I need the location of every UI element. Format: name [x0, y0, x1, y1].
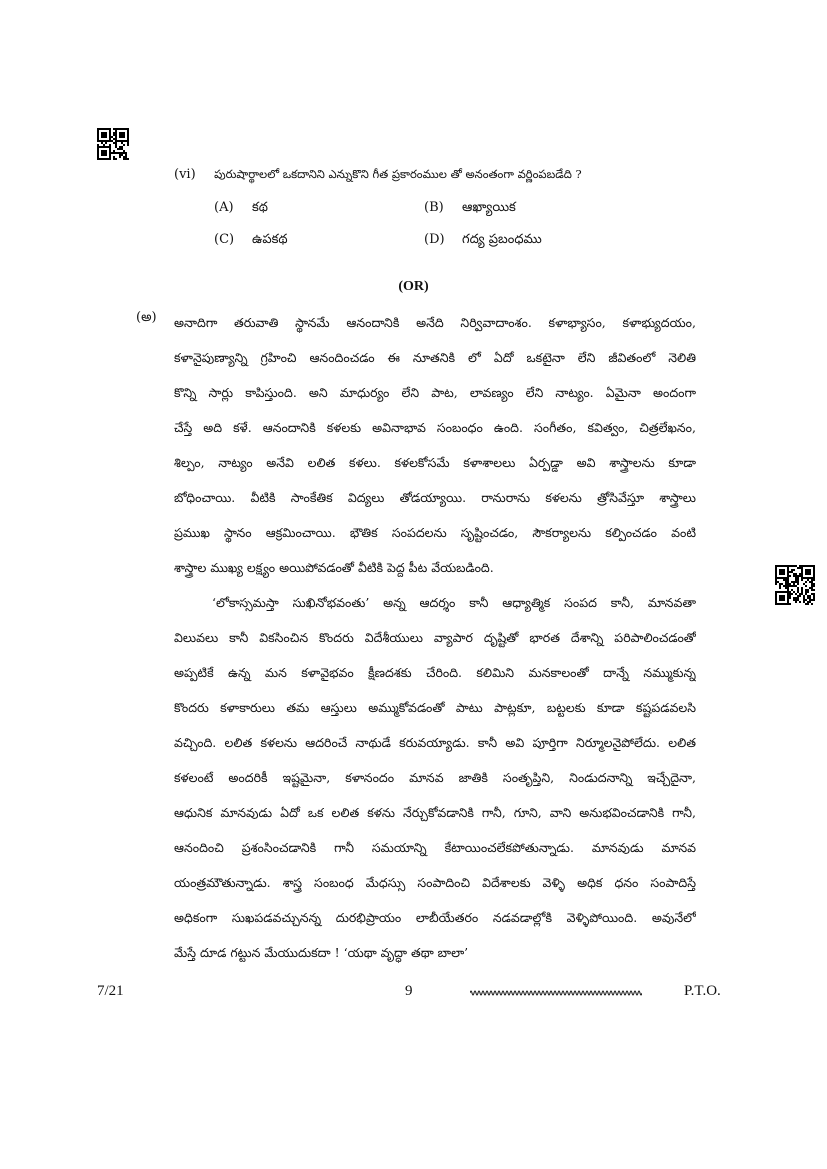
option-text: గద్య ప్రబంధము: [462, 232, 542, 247]
question-text: పురుషార్థాలలో ఒకదానిని ఎన్నుకొని గీత ప్రకారంముల తో అనంతంగా వర్ణింపబడేది ?: [214, 167, 582, 181]
option-label: (B): [424, 200, 444, 215]
qr-code-side: [775, 565, 815, 605]
qr-code: [97, 128, 129, 160]
passage-line: ‘లోకాస్సమస్తా సుఖినోభవంతు’ అన్న ఆదర్శం కానీ ఆధ్యాత్మిక సంపద కానీ, మానవతా: [212, 595, 696, 610]
passage-line: అప్పటికే ఉన్న మన కళావైభవం క్షీణదశకు చేరింది. కలిమిని మనకాలంతో దాన్నే నమ్ముకున్న: [174, 665, 696, 680]
option-text: ఉపకథ: [252, 232, 288, 247]
option-text: ఆఖ్యాయిక: [462, 200, 516, 215]
passage-line: అనాదిగా తరువాతి స్థానమే ఆనందానికి అనేది నిర్వివాదాంశం. కళాభ్యాసం, కళాభ్యుదయం,: [174, 315, 696, 330]
option-c: [214, 231, 288, 249]
passage-line: ఆధునిక మానవుడు ఏదో ఒక లలిత కళను నేర్చుకోవడానికి గానీ, గూని, వాని అనుభవించడానికి గానీ,: [174, 805, 696, 820]
passage-marker: (అ): [136, 310, 157, 325]
passage-line: వచ్చింది. లలిత కళలను ఆదరించే నాథుడే కరువయ్యాడు. కానీ అవి పూర్తిగా నిర్మూలనైపోలేదు. లలిత: [174, 735, 696, 750]
option-text: కథ: [252, 200, 268, 215]
passage-line: యంత్రమౌతున్నాడు. శాస్త్ర సంబంధ మేధస్సు సంపాదించి విదేశాలకు వెళ్ళి అధిక ధనం సంపాదిస్తే: [174, 875, 696, 890]
passage-line: కొందరు కళాకారులు తమ ఆస్తులు అమ్ముకోవడంతో పాటు పాట్లకూ, బట్టలకు కూడా కష్టపడవలసి: [174, 700, 696, 715]
option-label: (D): [424, 232, 445, 247]
option-a: [214, 199, 268, 217]
passage-line: మేస్తే దూడ గట్టున మేయుదుకదా ! ‘యథా వృద్ధా తథా బాలా’: [174, 945, 469, 960]
passage-line: చేస్తే అది కళే. ఆనందానికి కళలకు అవినాభావ సంబంధం ఉంది. సంగీతం, కవిత్వం, చిత్రలేఖనం,: [174, 420, 696, 435]
option-b: [424, 199, 516, 217]
or-heading: (OR): [398, 279, 429, 294]
page-number: 9: [405, 983, 413, 999]
passage-paragraph-1: [174, 305, 696, 585]
option-label: (A): [214, 200, 234, 215]
passage-line: కళానైపుణ్యాన్ని గ్రహించి ఆనందించడం ఈ నూతనికి లో ఏదో ఒకటైనా లేని జీవితంలో నెలితి: [174, 350, 696, 365]
question-number: (vi): [174, 167, 196, 182]
passage-line: కళలంటే అందరికీ ఇష్టమైనా, కళానందం మానవ జాతికి సంతృప్తిని, నిండుదనాన్ని ఇచ్చేదైనా,: [174, 770, 696, 785]
passage-line: శిల్పం, నాట్యం అనేవి లలిత కళలు. కళలకోసమే కళాశాలలు ఏర్పడ్డా అవి శాస్త్రాలను కూడా: [174, 455, 696, 470]
passage-paragraph-2: [174, 585, 696, 970]
passage-line: కొన్ని సార్లు కాపిస్తుంది. అని మాధుర్యం లేని పాట, లావణ్యం లేని నాట్యం. ఏమైనా అందంగా: [174, 385, 696, 400]
passage-line: శాస్త్రాల ముఖ్య లక్ష్యం అయిపోవడంతో వీటికి పెద్ద పీట వేయబడింది.: [174, 560, 494, 575]
passage-line: ఆనందించి ప్రశంసించడానికి గానీ సమయాన్ని కేటాయించలేకపోతున్నాడు. మానవుడు మానవ: [174, 840, 696, 855]
pto-label: P.T.O.: [684, 983, 721, 999]
wavy-line: [470, 988, 642, 998]
passage-line: ప్రముఖ స్థానం ఆక్రమించాయి. భౌతిక సంపదలను సృష్టించడం, సౌకర్యాలను కల్పించడం వంటి: [174, 525, 696, 540]
paper-code: 7/21: [97, 983, 124, 999]
passage-line: అధికంగా సుఖపడవచ్చునన్న దురభిప్రాయం లాబీయేతరం నడవడాల్లోకి వెళ్ళిపోయింది. అవునేలో: [174, 910, 696, 925]
question: [174, 165, 582, 184]
option-d: [424, 231, 542, 249]
option-label: (C): [214, 232, 235, 247]
passage-line: విలువలు కానీ వికసించిన కొందరు విదేశీయులు వ్యాపార దృష్టితో భారత దేశాన్ని పరిపాలించడంతో: [174, 630, 696, 645]
passage-line: బోధించాయి. వీటికి సాంకేతిక విద్యలు తోడయ్యాయి. రానురాను కళలను త్రోసివేస్తూ శాస్త్రాలు: [174, 490, 696, 505]
